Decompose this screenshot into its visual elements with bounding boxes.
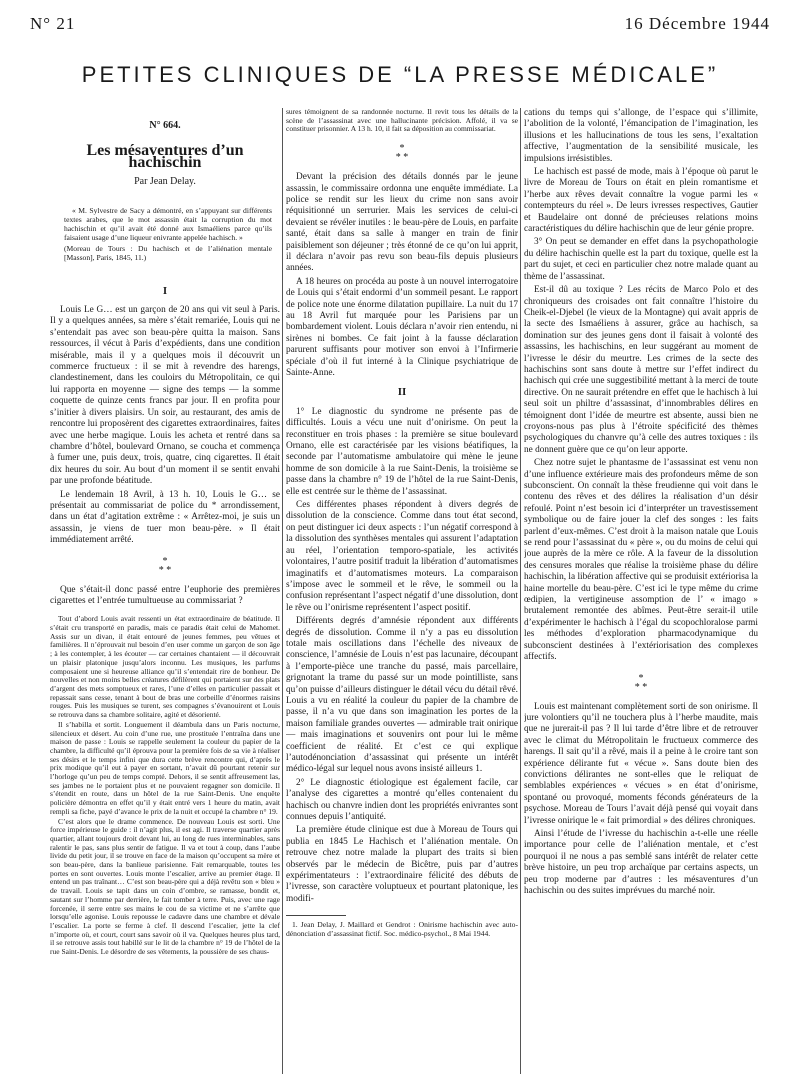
footnote: 1. Jean Delay, J. Maillard et Gendrot : Onirisme hachischin avec auto-dénonciation d’assassinat fictif. Soc. médico-psychol., 8 Mai 1944. — [286, 920, 518, 939]
paragraph: Que s’était-il donc passé entre l’euphorie des premières cigarettes et l’entrée tumultueuse au commissariat ? — [50, 584, 280, 606]
paragraph: Ces différentes phases répondent à divers degrés de dissolution de la conscience. Comme dans tout état second, on peut distinguer ici deux aspects : l’un négatif correspond à la dissolution des synthèses mentales qui assurent l’adaptation au réel, l’orientation temporo-spatiale, les activités volontaires, l’autre positif traduit la libération d’automatismes imaginatifs et d’automatismes moteurs. La comparaison s’impose avec le sommeil et le rêve, le sommeil ou la confusion représentant l’aspect négatif d’une dissolution, dont le rêve ou l’onirisme représentent l’aspect positif. — [286, 500, 518, 613]
paragraph: Louis est maintenant complètement sorti de son onirisme. Il jure volontiers qu’il ne touchera plus à l’herbe maudite, mais que ne jurerait-il pas ? Il lui tarde d’être libre et de retrouver avec le climat du Métropolitain le fructueux commerce des harengs. Il sait qu’il a rêvé, mais il a peine à le croire tant son expérience délirante fut « vécue ». Sans doute bien des convictions délirantes ne sont-elles que le reliquat de semblables expériences « vécues » en état d’onirisme, spontané ou provoqué, moments féconds générateurs de la psychose. Moreau de Tours l’avait déjà pensé qui voyait dans l’ivresse onirique le « fait primordial » des délires chroniques. — [524, 701, 758, 826]
paragraph: Louis Le G… est un garçon de 20 ans qui vit seul à Paris. Il y a quelques années, sa mère s’était remariée, Louis qui ne s’entendait pas avec son beau-père quitta la maison. Sans ressources, il vécut à Paris d’expédients, dans une condition misérable, mais il y a quelques mois il découvrit un commerce fructueux : il se mit à revendre des harengs, clandestinement, dans les couloirs du Métropolitain, ce qui lui rapporta en moyenne — signe des temps — la somme coquette de quinze cents francs par jour. Il en profita pour s’initier à divers plaisirs. Un soir, au restaurant, des amis de rencontre lui proposèrent des cigarettes extraordinaires, faites avec une herbe magique. Louis les acheta et rentré dans sa chambre d’hôtel, boulevard Ornano, se coucha et commença à fumer une, puis deux, trois, quatre, cinq cigarettes. Il était dix heures du soir. Au bout d’un moment il se sentit envahi par une profonde béatitude. — [50, 305, 280, 487]
small-paragraph: Tout d’abord Louis avait ressenti un état extraordinaire de béatitude. Il s’était cru transporté en paradis, mais ce paradis était celui de Mahomet. Assis sur un divan, il était entouré de jeunes femmes, peu vêtues et familières. Il n’éprouvait nul besoin d’en user comme un garçon de son âge ; à les contempler, à les écouter — car certaines chantaient — il découvrait un plaisir platonique jusqu’alors inconnu. Les musiques, les parfums composaient une si heureuse alliance qu’il s’entendait rire de bonheur. De nouvelles et non moins belles créatures défilèrent qui portaient sur des plats d’argent des mets somptueux et rares, l’une d’elles en particulier passait et repassait sans cesse, tenant à bout de bras une corbeille d’énormes raisins rouges. Puis les musiques se turent, ses compagnes s’évanouirent et Louis se retrouva dans sa chambre solitaire, agité et désorienté. — [50, 614, 280, 720]
page-header — [30, 14, 770, 34]
paragraph: 1° Le diagnostic du syndrome ne présente pas de difficultés. Louis a vécu une nuit d’onirisme. On peut la reconstituer en trois phases : la première se situe boulevard Ornano, elle est caractérisée par les visions béatifiques, la seconde par l’automatisme ambulatoire qui mène le jeune homme de son domicile à la rue Saint-Denis, la troisième se passe dans la chambre n° 19 de l’hôtel de la rue Saint-Denis, elle est centrée sur le thème de l’assassinat. — [286, 406, 518, 497]
column-3 — [524, 108, 758, 1078]
separator-stars: * * * — [158, 555, 172, 576]
footnote-rule — [286, 915, 346, 916]
separator-stars: * * * — [634, 672, 648, 693]
paragraph: Devant la précision des détails donnés par le jeune assassin, le commissaire ordonna une enquête immédiate. La police se rendit sur les lieux du crime non sans avoir réquisitionné un serrurier. Mais les services de celui-ci devaient se révéler inutiles : le beau-père de Louis, en parfaite santé, était dans sa salle à manger en train de finir paisiblement son déjeuner ; très étonné de ce qu’on lui apprit, il déclara n’avoir pas revu son beau-fils depuis plusieurs années. — [286, 172, 518, 274]
paragraph: La première étude clinique est due à Moreau de Tours qui publia en 1845 Le Hachisch et l’aliénation mentale. On retrouve chez notre malade la plupart des traits si bien observés par le médecin de Bicêtre, puis par d’autres expérimentateurs : l’extraordinaire félicité des débuts de l’ivresse, son caractère voluptueux et pourtant platonique, les modifi- — [286, 825, 518, 904]
paragraph: 3° On peut se demander en effet dans la psychopathologie du délire hachischin quelle est la part du toxique, quelle est la part du sujet, et ceci en particulier chez notre malade quant au thème de l’assassinat. — [524, 237, 758, 282]
epigraph-source: (Moreau de Tours : Du hachisch et de l’aliénation mentale [Masson], Paris, 1845, 11.) — [64, 243, 272, 262]
epigraph: « M. Sylvestre de Sacy a démontré, en s’appuyant sur différents textes arabes, que le mot assassin était la corruption du mot hachischin et qu’il avait été donné aux Ismaéliens parce qu’ils faisaient usage d’une liqueur enivrante appelée hachisch. » — [64, 205, 272, 242]
paragraph: Différents degrés d’amnésie répondent aux différents degrés de dissolution. Comme il n’y a pas eu dissolution totale mais oscillations dans l’échelle des niveaux de conscience, l’amnésie de Louis n’est pas lacunaire, découpant à l’emporte-pièce une tranche du passé, mais parcellaire, grignotant la trame du passé sur un mode pointilliste, sans qu’on puisse d’ailleurs distinguer le détail vécu du détail rêvé. Louis a vu en réalité la couleur du papier de la chambre de passe, il n’a vu que dans son imagination les portes de la maison familiale grandes ouvertes — admirable trait onirique — mais imaginations et souvenirs ont pour lui le même coefficient de réalité. Et c’est ce qui explique l’autodénonciation d’assassinat qui présente un intérêt médico-légal sur lequel nous avons insisté ailleurs 1. — [286, 616, 518, 775]
small-paragraph: Il s’habilla et sortit. Longuement il déambula dans un Paris nocturne, silencieux et désert. Au coin d’une rue, une prostituée l’entraîna dans une maison de passe : Louis se rappelle seulement la couleur du papier de la chambre, la difficulté qu’il éprouva pour la première fois de sa vie à réaliser ses désirs et le temps infini que dura cette brève rencontre qui, d’après le prix modique qu’il eut à payer en sortant, n’avait dû pourtant retenir sur l’horloge qu’un peu de temps compté. Dehors, il se sentit affreusement las, ses jambes ne le portaient plus et ne pouvaient regagner son domicile. Il s’étendit en route, dans un hôtel de la rue Saint-Denis. Une enquête policière démontra en effet qu’il y était entré vers 1 heure du matin, avait rempli sa fiche, payé d’avance le prix de la nuit et occupé la chambre n° 19. — [50, 719, 280, 816]
section-banner: PETITES CLINIQUES DE “LA PRESSE MÉDICALE” — [81, 62, 719, 87]
paragraph: 2° Le diagnostic étiologique est également facile, car l’analyse des cigarettes a montré qu’elles contenaient du hachisch ou chanvre indien dont les propriétés enivrantes sont connues depuis l’antiquité. — [286, 777, 518, 823]
column-2 — [286, 108, 518, 1078]
issue-date: 16 Décembre 1944 — [624, 14, 770, 33]
column-rule — [282, 108, 283, 1074]
paragraph: Le lendemain 18 Avril, à 13 h. 10, Louis le G… se présentait au commissariat de police du * arrondissement, dans un état d’agitation extrême : « Arrêtez-moi, je suis un assassin, je viens de tuer mon beau-père. » Il était immédiatement arrêté. — [50, 489, 280, 546]
article-number: N° 664. — [149, 120, 181, 131]
column-1 — [50, 108, 280, 1078]
paragraph: Ainsi l’étude de l’ivresse du hachischin a-t-elle une réelle importance pour celle de l’aliénation mentale, et c’est pourquoi il ne nous a pas semblé sans intérêt de relater cette brève histoire, un peu trop archaïque par certains aspects, un peu trop moderne par d’autres : les mésaventures d’un hachischin ou des suites imprévues du marché noir. — [524, 828, 758, 896]
paragraph: Le hachisch est passé de mode, mais à l’époque où parut le livre de Moreau de Tours on était en plein romantisme et l’herbe aux rêves devait connaître la vogue parmi les « contempteurs du réel ». De leurs ivresses respectives, Gautier et Baudelaire ont donné de précieuses relations moins caractéristiques du délire hachischin que de leur génie propre. — [524, 167, 758, 235]
small-paragraph: C’est alors que le drame commence. De nouveau Louis est sorti. Une force impérieuse le guide : il n’agit plus, il est agi. Il traverse quartier après quartier, allant toujours droit devant lui, au long de rues interminables, sans ralentir le pas, sans plus sentir de fatigue. Il va et tout à coup, dans l’aube livide du petit jour, il se trouve en face de la maison qu’occupent sa mère et son beau-père, dans la banlieue parisienne. Fait remarquable, toutes les portes en sont ouvertes. Louis monte l’escalier, arrive au premier étage. Il entend un pas traînant… C’est son beau-père qui a déjà revêtu son « bleu » de travail. Louis se tapit dans un coin d’ombre, se ramasse, bondit et, sautant sur l’homme par derrière, le fait tomber à terre. Puis, avec une rage forcenée, il serre entre ses mains le cou de sa victime et ne s’arrête que lorsqu’elle agonise. Louis repousse le cadavre dans une chambre et dévale l’escalier. La porte se ferme à clef. Il descend l’escalier, jette la clef n’importe où, et court, court sans savoir où il va. Quelques heures plus tard, il se retrouve assis tout habillé sur le lit de la chambre n° 19 de l’hôtel de la rue Saint-Denis. Le désordre de ses vêtements, la poussière de ses chaus- — [50, 816, 280, 957]
issue-number: N° 21 — [30, 14, 76, 33]
section-heading: I — [162, 284, 168, 297]
separator-stars: * * * — [395, 143, 409, 164]
article-title: Les mésaventures d’un hachischin — [86, 142, 244, 171]
section-heading: II — [397, 386, 407, 399]
paragraph: Est-il dû au toxique ? Les récits de Marco Polo et des chroniqueurs des croisades ont fait connaître l’histoire du Cheik-el-Djebel (le vieux de la Montagne) qui avait appris de la secte des Ismaéliens à assurer, grâce au hachisch, sa domination sur des jeunes gens dont il faisait à volonté des assassins, les hachischins, en leur suggérant au moment de l’ivresse le désir du meurtre. Les crimes de la secte des hachischins sont sans doute à mettre sur l’effet indirect du hachisch qui crée une suggestibilité mettant à la merci de toute directive. On ne saurait prétendre en effet que le hachisch à lui seul soit un philtre d’assassinat, d’innombrables délires en témoignent dont l’idée de meurtre est absente, aussi bien ne croyons-nous pas plus à l’étroite spécificité des thèmes psychologiques du chanvre qu’à celle des autres toxiques : ils ne donnent guère que ce qu’on leur apporte. — [524, 285, 758, 455]
paragraph: cations du temps qui s’allonge, de l’espace qui s’illimite, l’abolition de la volonté, l’émancipation de l’imagination, les illusions et les hallucinations de tous les sens, l’exaltation affective, l’augmentation de la sensibilité musicale, les impulsions irrésistibles. — [524, 108, 758, 164]
column-rule — [520, 108, 521, 1074]
article-byline: Par Jean Delay. — [134, 176, 196, 188]
paragraph: A 18 heures on procéda au poste à un nouvel interrogatoire de Louis qui s’était endormi d’un sommeil pesant. Le rapport de police note une énorme dilatation pupillaire. La nuit du 17 au 18 Avril fut marquée pour les Parisiens par un bombardement violent. Louis déclara n’avoir rien entendu, ni sirènes ni bombes. Ce fait joint à la fausse déclaration parurent suffisants pour motiver son envoi à l’Infirmerie spéciale d’où il fut interné à la Clinique psychiatrique de Sainte-Anne. — [286, 276, 518, 379]
small-paragraph: sures témoignent de sa randonnée nocturne. Il revit tous les détails de la scène de l’assassinat avec une hallucinante précision. Affolé, il va se constituer prisonnier. A 13 h. 10, il fait sa déposition au commissariat. — [286, 108, 518, 134]
paragraph: Chez notre sujet le phantasme de l’assassinat est venu non d’une influence extérieure mais des profondeurs même de son subconscient. On connaît la thèse freudienne qui voit dans le contenu des rêves et des délires la réalisation d’un désir refoulé. Point n’est besoin ici d’interpréter un travestissement symbolique ou de faire jouer la clef des songes : les faits parlent d’eux-mêmes. C’est droit à la maison natale que Louis se rend pour l’assassinat du « père », ou du moins de celui qui joue auprès de la mère ce rôle. A la faveur de la dissolution des censures morales que réalise la troisième phase du délire hachischin, la libération affective qui se produisit extériorisa la haine mortelle du beau-père. C’est ici le type même du crime œdipien, la vertigineuse assomption de l’ « imago » brutalement remontée des abîmes. Peut-être serait-il utile d’expérimenter le hachisch à l’égal du scopochloralose parmi les méthodes d’exploration pharmacodynamique du subconscient destinées à l’extériorisation des complexes affectifs. — [524, 458, 758, 663]
